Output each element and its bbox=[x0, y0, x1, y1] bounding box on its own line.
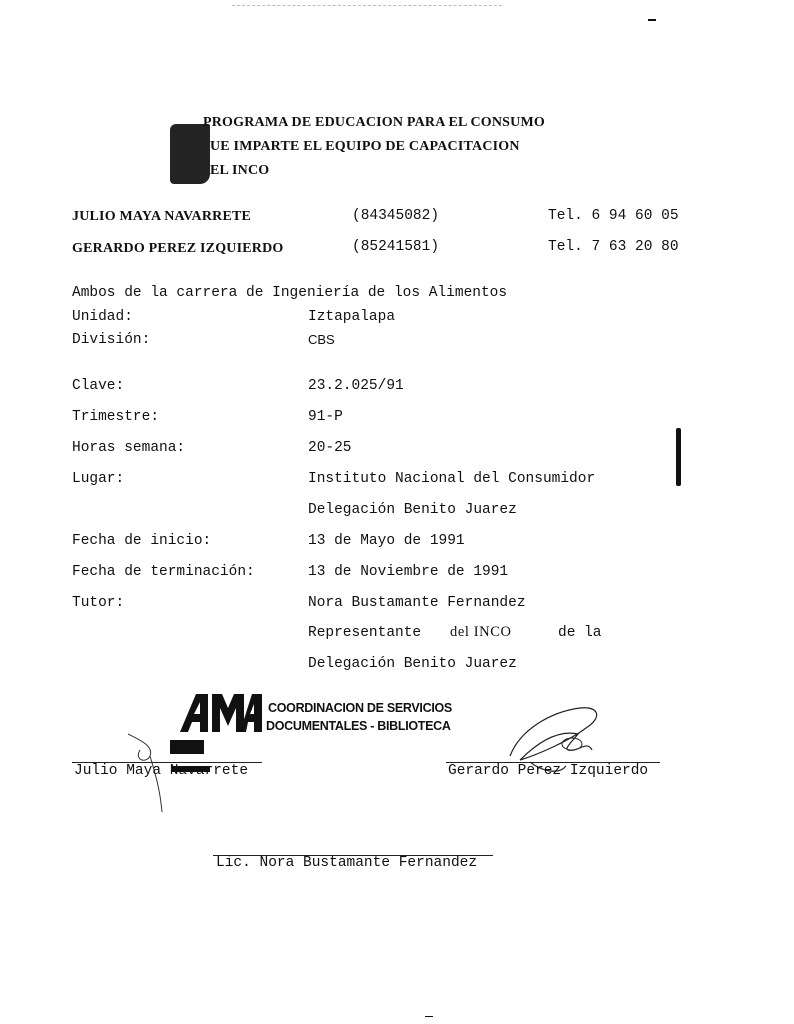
header-line-3: EL INCO bbox=[210, 163, 270, 178]
student-1-name: JULIO MAYA NAVARRETE bbox=[72, 209, 252, 224]
clave-value: 23.2.025/91 bbox=[308, 378, 404, 394]
student-2-phone: Tel. 7 63 20 80 bbox=[548, 239, 679, 255]
tutor-value-2a: Representante bbox=[308, 625, 422, 641]
tutor-value-1: Nora Bustamante Fernandez bbox=[308, 595, 526, 611]
unidad-value: Iztapalapa bbox=[308, 309, 396, 325]
termino-label: Fecha de terminación: bbox=[72, 564, 255, 580]
tutor-value-2b: del INCO bbox=[450, 624, 512, 640]
tutor-label: Tutor: bbox=[72, 595, 125, 611]
student-2-id: (85241581) bbox=[352, 239, 440, 255]
scan-mark bbox=[648, 19, 656, 21]
redaction-blot bbox=[170, 124, 210, 184]
scan-noise-top bbox=[232, 5, 502, 6]
lugar-value-2: Delegación Benito Juarez bbox=[308, 502, 517, 518]
trimestre-label: Trimestre: bbox=[72, 409, 160, 425]
header-line-2: UE IMPARTE EL EQUIPO DE CAPACITACION bbox=[210, 139, 520, 154]
stamp-line-1: COORDINACION DE SERVICIOS bbox=[268, 701, 452, 715]
tutor-value-3: Delegación Benito Juarez bbox=[308, 656, 517, 672]
scan-mark-bottom bbox=[425, 1016, 433, 1017]
division-label: División: bbox=[72, 332, 151, 348]
student-2-name: GERARDO PEREZ IZQUIERDO bbox=[72, 241, 284, 256]
lugar-value-1: Instituto Nacional del Consumidor bbox=[308, 471, 596, 487]
lugar-label: Lugar: bbox=[72, 471, 125, 487]
student-1-id: (84345082) bbox=[352, 208, 440, 224]
termino-value: 13 de Noviembre de 1991 bbox=[308, 564, 509, 580]
horas-value: 20-25 bbox=[308, 440, 352, 456]
trimestre-value: 91-P bbox=[308, 409, 343, 425]
header-line-1: PROGRAMA DE EDUCACION PARA EL CONSUMO bbox=[203, 115, 545, 130]
tutor-value-2c: de la bbox=[558, 625, 602, 641]
student-1-phone: Tel. 6 94 60 05 bbox=[548, 208, 679, 224]
division-value: CBS bbox=[308, 332, 335, 347]
inicio-value: 13 de Mayo de 1991 bbox=[308, 533, 465, 549]
clave-label: Clave: bbox=[72, 378, 125, 394]
career-text: Ambos de la carrera de Ingeniería de los Alimentos bbox=[72, 285, 508, 301]
horas-label: Horas semana: bbox=[72, 440, 186, 456]
stamp-line-2: DOCUMENTALES - BIBLIOTECA bbox=[266, 719, 451, 733]
right-signature-name: Gerardo Perez Izquierdo bbox=[448, 763, 649, 779]
margin-mark bbox=[676, 428, 681, 486]
bottom-signature-name: Lic. Nora Bustamante Fernandez bbox=[216, 855, 478, 871]
unidad-label: Unidad: bbox=[72, 309, 133, 325]
inicio-label: Fecha de inicio: bbox=[72, 533, 212, 549]
left-signature-name: Julio Maya Navarrete bbox=[74, 763, 249, 779]
